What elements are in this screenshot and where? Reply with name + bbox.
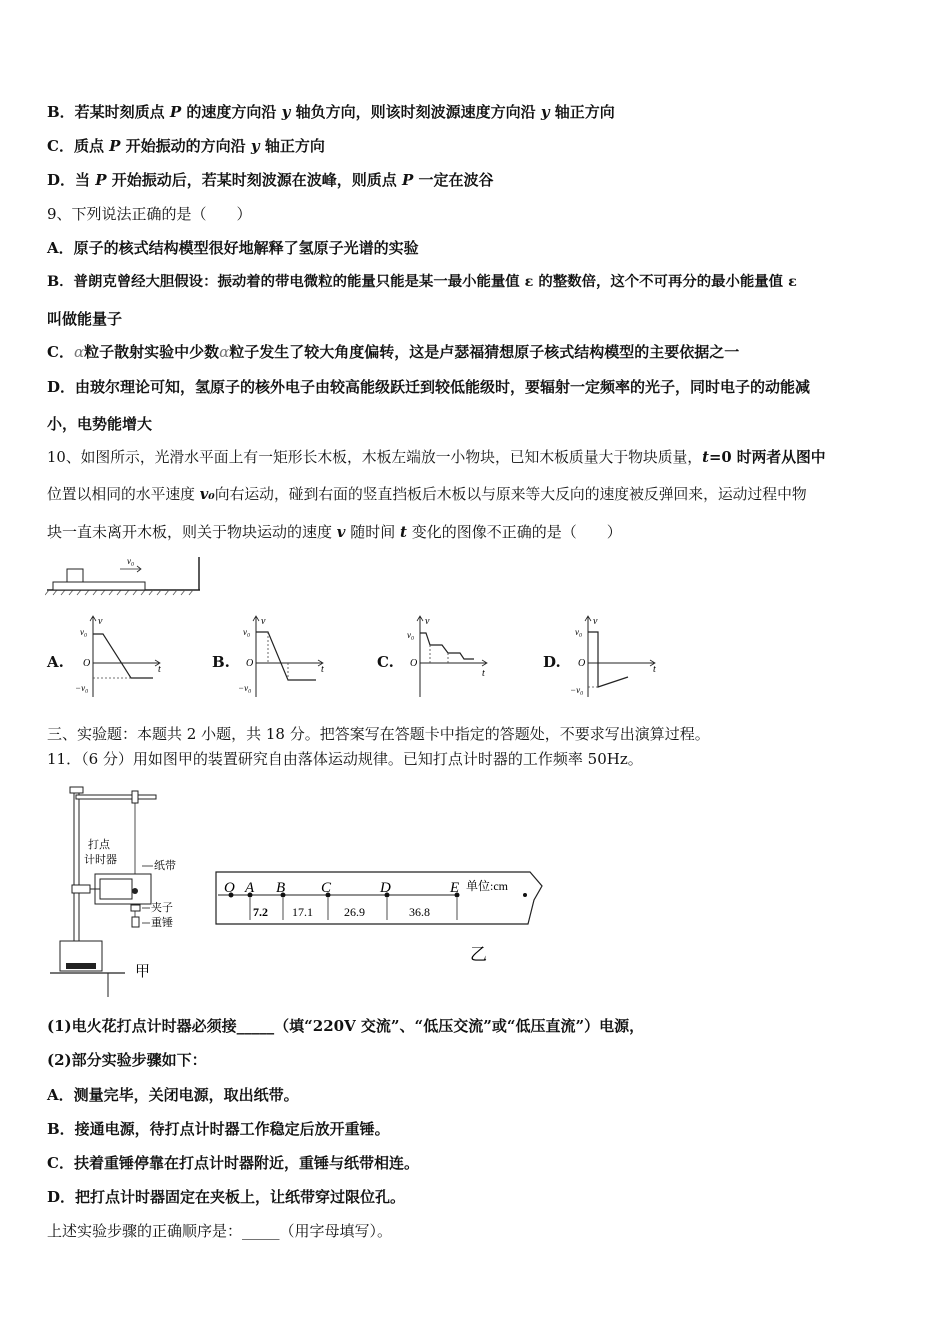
q10-graph-d (570, 613, 660, 701)
graph-b-t: t (321, 664, 324, 675)
point-b: B (276, 880, 286, 896)
point-e: E (450, 880, 460, 896)
dist-cd: 26.9 (344, 905, 365, 919)
q10-graph-b (238, 613, 328, 701)
graph-d-t: t (653, 664, 656, 675)
section-3-heading: 三、实验题：本题共 2 小题，共 18 分。把答案写在答题卡中指定的答题处，不要求写出演算过程。 (47, 725, 710, 743)
fig-jia (50, 783, 190, 1003)
q9-stem: 9、下列说法正确的是（ ） (47, 205, 252, 223)
label-clip: 夹子 (151, 902, 173, 914)
q11-step-a: A．测量完毕，关闭电源，取出纸带。 (47, 1086, 299, 1104)
caption-yi: 乙 (470, 945, 487, 964)
graph-c-t: t (482, 668, 485, 679)
graph-a-origin: O (83, 658, 91, 669)
graph-d-curve (588, 632, 628, 687)
graph-b-v0: v₀ (243, 627, 251, 637)
dist-de: 36.8 (409, 905, 430, 919)
q10-board-figure (45, 555, 205, 597)
q8-option-c: C．质点 P 开始振动的方向沿 y 轴正方向 (47, 137, 325, 155)
q11-part-2: (2)部分实验步骤如下： (47, 1051, 207, 1069)
q9-option-a: A．原子的核式结构模型很好地解释了氢原子光谱的实验 (47, 239, 419, 257)
q10-stem-line1: 10、如图所示，光滑水平面上有一矩形长木板，木板左端放一小物块，已知木板质量大于物块质量，t=0 时两者从图中 (47, 449, 826, 466)
point-o: O (224, 880, 235, 896)
q11-part-1: (1)电火花打点计时器必须接_____（填“220V 交流”、“低压交流”或“低压直流”）电源， (47, 1017, 645, 1035)
q10-option-b-label: B. (212, 653, 230, 671)
q8-option-d: D．当 P 开始振动后，若某时刻波源在波峰，则质点 P 一定在波谷 (47, 171, 494, 189)
q11-step-c: C．扶着重锤停靠在打点计时器附近，重锤与纸带相连。 (47, 1154, 419, 1172)
q9-option-d: D．由玻尔理论可知，氢原子的核外电子由较高能级跃迁到较低能级时，要辐射一定频率的光子，同时电子的动能减 (47, 378, 811, 396)
fig-yi-tape (212, 868, 547, 968)
graph-a-curve (93, 634, 153, 678)
q11-step-d: D．把打点计时器固定在夹板上，让纸带穿过限位孔。 (47, 1188, 406, 1206)
label-timer-2: 计时器 (84, 854, 117, 866)
q10-option-a-label: A. (47, 653, 64, 671)
q9-option-b-cont: 叫做能量子 (47, 310, 123, 328)
q9-option-b: B．普朗克曾经大胆假设：振动着的带电微粒的能量只能是某一最小能量值 ε 的整数倍，这个不可再分的最小能量值 ε (47, 273, 797, 290)
dist-bc: 17.1 (292, 905, 313, 919)
graph-b-neg-v0: −v₀ (238, 683, 252, 693)
q11-step-b: B．接通电源，待打点计时器工作稳定后放开重锤。 (47, 1120, 390, 1138)
q11-stem: 11．（6 分）用如图甲的装置研究自由落体运动规律。已知打点计时器的工作频率 50Hz。 (47, 750, 643, 768)
graph-b-v: v (261, 616, 266, 627)
graph-d-v0: v₀ (575, 627, 583, 637)
graph-b-curve (256, 632, 316, 680)
q10-option-c-label: C. (377, 653, 394, 671)
point-a: A (245, 880, 255, 896)
graph-a-v0: v₀ (80, 627, 88, 637)
q10-graph-c (402, 613, 492, 701)
label-weight: 重锤 (151, 917, 173, 929)
long-board (53, 582, 145, 590)
q10-stem-line3: 块一直未离开木板，则关于物块运动的速度 v 随时间 t 变化的图像不正确的是（ ） (47, 523, 622, 541)
q9-option-c: C．α粒子散射实验中少数α粒子发生了较大角度偏转，这是卢瑟福猜想原子核式结构模型的主要依据之一 (47, 343, 740, 361)
label-timer-1: 打点 (88, 839, 110, 851)
small-block (67, 569, 83, 582)
point-d: D (380, 880, 391, 896)
q10-option-d-label: D. (543, 653, 561, 671)
dot-end (523, 893, 527, 897)
q10-stem-line2: 位置以相同的水平速度 v₀向右运动，碰到右面的竖直挡板后木板以与原来等大反向的速度被反弹回来，运动过程中物 (47, 486, 807, 503)
unit-label: 单位:cm (466, 879, 508, 893)
graph-c-v0: v₀ (407, 630, 415, 640)
q11-order: 上述实验步骤的正确顺序是：_____（用字母填写）。 (47, 1222, 393, 1240)
graph-b-origin: O (246, 658, 254, 669)
dist-ab: 7.2 (253, 905, 268, 919)
label-tape: 纸带 (154, 860, 176, 872)
graph-a-t: t (158, 664, 161, 675)
graph-a-neg-v0: −v₀ (75, 683, 89, 693)
velocity-label: v₀ (127, 556, 135, 566)
q10-graph-a (75, 613, 165, 701)
graph-c-curve (420, 633, 474, 659)
point-c: C (321, 880, 332, 896)
graph-d-v: v (593, 616, 598, 627)
caption-jia: 甲 (135, 964, 151, 980)
graph-d-origin: O (578, 658, 586, 669)
q9-option-d-cont: 小，电势能增大 (47, 415, 153, 433)
q8-option-b: B．若某时刻质点 P 的速度方向沿 y 轴负方向，则该时刻波源速度方向沿 y 轴正方向 (47, 103, 615, 121)
graph-a-v: v (98, 616, 103, 627)
graph-d-neg-v0: −v₀ (570, 685, 584, 695)
graph-c-origin: O (410, 658, 418, 669)
graph-c-v: v (425, 616, 430, 627)
